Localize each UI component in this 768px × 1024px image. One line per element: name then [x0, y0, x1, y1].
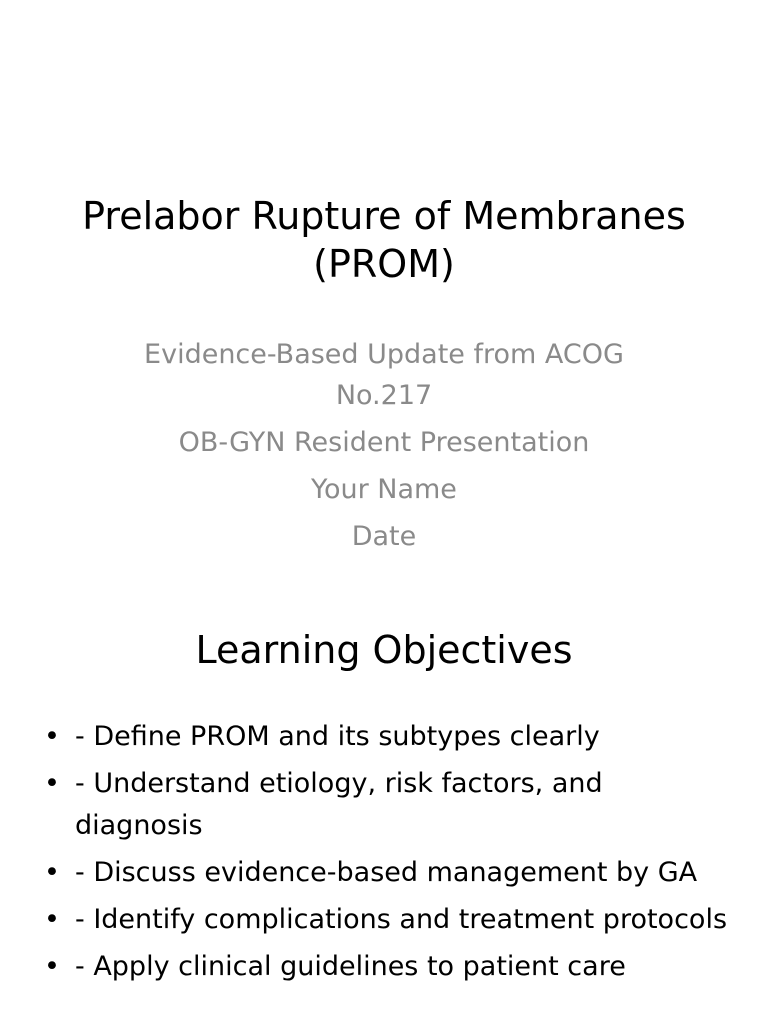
bullet-icon: • [44, 721, 60, 752]
bullet-icon: • [44, 951, 60, 982]
list-item-text: - Define PROM and its subtypes clearly [75, 721, 600, 752]
slide-subtitle [100, 334, 668, 563]
section-title: Learning Objectives [195, 628, 573, 672]
bullet-icon: • [44, 857, 60, 888]
bullet-icon: • [44, 768, 60, 799]
list-item [40, 852, 730, 894]
slide-title: Prelabor Rupture of Membranes (PROM) [82, 194, 686, 286]
list-item-text: - Discuss evidence-based management by GA [75, 857, 698, 888]
list-item-text: - Understand etiology, risk factors, and diagnosis [75, 768, 603, 841]
list-item-text: - Apply clinical guidelines to patient care [75, 951, 626, 982]
list-item [40, 946, 730, 988]
list-item-text: - Identify complications and treatment protocols [75, 904, 728, 935]
list-item [40, 716, 730, 758]
subtitle-presentation: OB-GYN Resident Presentation [178, 427, 590, 458]
subtitle-update: Evidence-Based Update from ACOG No.217 [144, 339, 624, 411]
bullet-icon: • [44, 904, 60, 935]
list-item [40, 899, 730, 941]
subtitle-date: Date [351, 521, 417, 552]
list-item [40, 763, 730, 847]
objectives-list [40, 716, 730, 993]
subtitle-name: Your Name [311, 474, 457, 505]
